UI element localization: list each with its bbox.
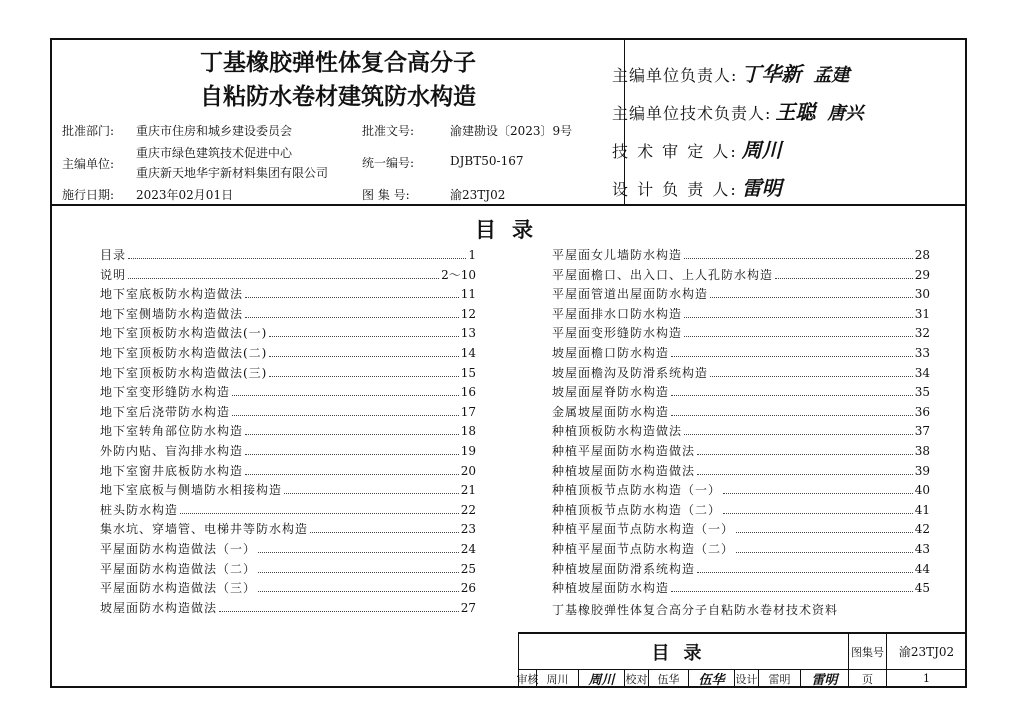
page-number: 1 [887, 670, 967, 688]
toc-leader-dots [671, 415, 913, 416]
check-signature: 伍华 [689, 670, 735, 688]
toc-entry [552, 246, 930, 262]
toc-leader-dots [684, 317, 913, 318]
signature-tech-1: 王聪 [775, 100, 816, 124]
toc-entry [100, 383, 476, 399]
toc-entry-title: 种植顶板节点防水构造（二） [552, 502, 722, 517]
toc-entry-title: 说明 [100, 267, 127, 282]
check-label: 校对 [625, 670, 649, 688]
approval-dept: 重庆市住房和城乡建设委员会 [136, 124, 293, 138]
toc-leader-dots [258, 591, 459, 592]
toc-entry [100, 305, 476, 321]
toc-entry-title: 地下室顶板防水构造做法(二) [100, 346, 268, 360]
toc-leader-dots [180, 513, 459, 514]
toc-entry-page: 33 [914, 346, 930, 360]
toc-entry [100, 481, 476, 497]
toc-entry-title: 地下室顶板防水构造做法(一) [100, 326, 268, 341]
toc-entry-title: 外防内贴、盲沟排水构造 [100, 444, 244, 458]
editor-unit-label: 主编单位: [62, 157, 115, 171]
toc-heading: 目录 [475, 218, 549, 242]
design-signature: 雷明 [801, 670, 849, 688]
toc-entry-title: 金属坡屋面防水构造 [552, 404, 670, 419]
toc-entry [100, 442, 476, 458]
check-name: 伍华 [649, 670, 689, 688]
toc-leader-dots [736, 532, 913, 533]
toc-leader-dots [723, 513, 913, 514]
sign-design-label: 设 计 负 责 人: [612, 180, 738, 199]
signature-chief-2: 孟建 [813, 65, 850, 86]
toc-entry-title: 种植平屋面防水构造做法 [552, 444, 696, 458]
toc-entry [552, 266, 930, 282]
toc-leader-dots [245, 434, 459, 435]
editor-unit-1: 重庆市绿色建筑技术促进中心 [136, 146, 293, 160]
toc-entry-title: 平屋面防水构造做法（二） [100, 561, 257, 576]
toc-leader-dots [671, 591, 913, 592]
toc-entry [552, 501, 930, 517]
toc-entry-page: 14 [460, 346, 476, 360]
design-label: 设计 [735, 670, 759, 688]
toc-entry-page: 43 [914, 542, 930, 556]
toc-leader-dots [684, 258, 913, 259]
toc-entry-page: 37 [914, 424, 930, 439]
review-label: 审核 [519, 670, 537, 688]
toc-entry-title: 地下室侧墙防水构造做法 [100, 306, 244, 321]
review-signature: 周川 [579, 670, 625, 688]
toc-leader-dots [245, 474, 459, 475]
toc-entry [552, 364, 930, 380]
toc-entry [100, 520, 476, 536]
toc-leader-dots [310, 532, 459, 533]
toc-entry-title: 地下室后浇带防水构造 [100, 404, 231, 419]
toc-entry-title: 地下室变形缝防水构造 [100, 385, 231, 400]
toc-entry-title: 坡屋面屋脊防水构造 [552, 385, 670, 400]
signature-review: 周川 [741, 138, 782, 162]
page-label: 页 [849, 670, 887, 688]
toc-entry-title: 地下室窗井底板防水构造 [100, 463, 244, 478]
effective-date-label: 施行日期: [62, 188, 115, 202]
toc-entry [552, 344, 930, 360]
toc-entry-page: 28 [914, 248, 930, 262]
unified-no-label: 统一编号: [362, 156, 415, 170]
toc-entry-page: 12 [460, 306, 476, 321]
toc-entry [552, 560, 930, 576]
toc-leader-dots [269, 336, 458, 337]
toc-entry-title: 地下室转角部位防水构造 [100, 424, 244, 439]
toc-entry-page: 38 [914, 444, 930, 458]
toc-entry-title: 地下室底板防水构造做法 [100, 287, 244, 302]
atlas-no: 渝23TJ02 [450, 188, 506, 202]
toc-entry-page: 32 [914, 326, 930, 341]
toc-leader-dots [245, 297, 459, 298]
toc-entry-title: 种植平屋面节点防水构造（一） [552, 522, 735, 537]
toc-right-note-wrap [552, 601, 930, 618]
toc-leader-dots [697, 454, 913, 455]
toc-leader-dots [684, 434, 913, 435]
toc-leader-dots [245, 454, 459, 455]
toc-entry [100, 246, 476, 262]
sign-chief-label: 主编单位负责人: [612, 66, 738, 85]
toc-entry [100, 579, 476, 595]
toc-entry-page: 27 [460, 600, 476, 615]
toc-leader-dots [671, 356, 913, 357]
toc-entry-title: 平屋面檐口、出入口、上人孔防水构造 [552, 267, 774, 282]
toc-entry-title: 平屋面变形缝防水构造 [552, 326, 683, 341]
approval-dept-label: 批准部门: [62, 124, 115, 138]
toc-entry-title: 平屋面防水构造做法（三） [100, 581, 257, 596]
toc-entry-page: 1 [468, 248, 476, 262]
toc-entry-title: 目录 [100, 248, 127, 262]
toc-entry [552, 422, 930, 438]
sign-tech-label: 主编单位技术负责人: [612, 104, 772, 123]
toc-entry [552, 520, 930, 536]
approval-no-label: 批准文号: [362, 124, 415, 138]
toc-entry-title: 坡屋面檐沟及防滑系统构造 [552, 365, 709, 380]
toc-entry [100, 422, 476, 438]
toc-entry [552, 579, 930, 595]
toc-entry [552, 305, 930, 321]
toc-entry-page: 2～10 [441, 267, 476, 282]
toc-leader-dots [684, 336, 913, 337]
toc-entry-title: 种植坡屋面防滑系统构造 [552, 561, 696, 576]
document-title-line-2: 自粘防水卷材建筑防水构造 [200, 84, 476, 110]
toc-entry-title: 种植顶板防水构造做法 [552, 424, 683, 439]
toc-right-note: 丁基橡胶弹性体复合高分子自粘防水卷材技术资料 [552, 603, 839, 617]
toc-leader-dots [723, 493, 913, 494]
toc-entry-title: 坡屋面防水构造做法 [100, 600, 218, 615]
toc-leader-dots [232, 415, 459, 416]
toc-leader-dots [258, 552, 459, 553]
toc-entry [552, 383, 930, 399]
toc-entry-title: 种植坡屋面防水构造做法 [552, 463, 696, 478]
toc-entry-page: 29 [914, 267, 930, 282]
toc-leader-dots [710, 376, 913, 377]
toc-entry [100, 344, 476, 360]
toc-entry-title: 地下室底板与侧墙防水相接构造 [100, 483, 283, 498]
toc-entry-page: 44 [914, 561, 930, 576]
toc-entry-page: 23 [460, 522, 476, 537]
design-name: 雷明 [759, 670, 801, 688]
toc-entry [552, 540, 930, 556]
toc-entry-page: 17 [460, 404, 476, 419]
toc-right-column [552, 246, 930, 626]
toc-leader-dots [269, 356, 458, 357]
toc-leader-dots [697, 572, 913, 573]
toc-leader-dots [269, 376, 458, 377]
review-name: 周川 [537, 670, 579, 688]
toc-entry-page: 13 [460, 326, 476, 341]
toc-entry [552, 481, 930, 497]
toc-entry-page: 15 [460, 365, 476, 380]
toc-entry-page: 35 [914, 385, 930, 400]
toc-entry-page: 22 [460, 502, 476, 517]
toc-leader-dots [232, 395, 459, 396]
toc-leader-dots [219, 611, 459, 612]
sign-review-label: 技 术 审 定 人: [612, 142, 738, 161]
toc-entry-page: 20 [460, 463, 476, 478]
toc-entry-page: 26 [460, 581, 476, 596]
toc-left-column [100, 246, 476, 626]
toc-entry [552, 324, 930, 340]
toc-entry [100, 285, 476, 301]
toc-entry-page: 16 [460, 385, 476, 400]
toc-entry-title: 种植平屋面节点防水构造（二） [552, 542, 735, 556]
toc-entry-page: 39 [914, 463, 930, 478]
toc-leader-dots [710, 297, 913, 298]
atlas-no-label: 图 集 号: [362, 188, 410, 202]
toc-leader-dots [736, 552, 913, 553]
signature-tech-2: 唐兴 [827, 103, 864, 124]
toc-leader-dots [128, 278, 439, 279]
toc-entry-title: 地下室顶板防水构造做法(三) [100, 365, 268, 380]
toc-entry [100, 599, 476, 615]
toc-entry-page: 36 [914, 404, 930, 419]
toc-entry-page: 19 [460, 444, 476, 458]
effective-date: 2023年02月01日 [136, 188, 234, 202]
toc-entry-title: 坡屋面檐口防水构造 [552, 346, 670, 360]
toc-entry [100, 266, 476, 282]
editor-unit-2: 重庆新天地华宇新材料集团有限公司 [136, 166, 329, 180]
toc-entry [100, 560, 476, 576]
toc-entry [552, 403, 930, 419]
toc-entry-page: 24 [460, 542, 476, 556]
toc-entry [552, 462, 930, 478]
title-block-atlas-label: 图集号 [849, 634, 887, 670]
toc-entry [552, 285, 930, 301]
toc-entry-title: 种植坡屋面防水构造 [552, 581, 670, 596]
toc-leader-dots [245, 317, 459, 318]
unified-no: DJBT50-167 [450, 154, 524, 168]
toc-entry-page: 41 [914, 502, 930, 517]
toc-entry-page: 34 [914, 365, 930, 380]
toc-leader-dots [671, 395, 913, 396]
toc-entry [100, 501, 476, 517]
toc-entry-page: 31 [914, 306, 930, 321]
toc-leader-dots [775, 278, 913, 279]
toc-entry-page: 40 [914, 483, 930, 498]
toc-entry [100, 540, 476, 556]
toc-entry-title: 集水坑、穿墙管、电梯井等防水构造 [100, 522, 309, 537]
toc-entry-title: 平屋面女儿墙防水构造 [552, 248, 683, 262]
document-title-line-1: 丁基橡胶弹性体复合高分子 [200, 50, 476, 76]
toc-entry-title: 桩头防水构造 [100, 502, 179, 517]
toc-entry [100, 364, 476, 380]
approval-no: 渝建勘设〔2023〕9号 [450, 124, 573, 138]
toc-entry-page: 18 [460, 424, 476, 439]
signature-chief-1: 丁华新 [741, 62, 802, 86]
toc-entry-title: 平屋面防水构造做法（一） [100, 542, 257, 556]
toc-leader-dots [284, 493, 459, 494]
toc-entry-title: 平屋面排水口防水构造 [552, 306, 683, 321]
toc-entry-title: 种植顶板节点防水构造（一） [552, 483, 722, 498]
toc-entry-page: 25 [460, 561, 476, 576]
toc-entry-page: 21 [460, 483, 476, 498]
toc-leader-dots [128, 258, 466, 259]
title-block [518, 632, 967, 688]
toc-entry-page: 11 [460, 287, 476, 302]
title-block-name: 目录 [519, 634, 849, 670]
toc-entry-page: 42 [914, 522, 930, 537]
toc-entry [100, 403, 476, 419]
toc-entry-title: 平屋面管道出屋面防水构造 [552, 287, 709, 302]
toc-leader-dots [258, 572, 459, 573]
toc-entry [100, 324, 476, 340]
toc-entry-page: 30 [914, 287, 930, 302]
toc-entry [552, 442, 930, 458]
toc-entry [100, 462, 476, 478]
signature-design: 雷明 [741, 176, 782, 200]
toc-leader-dots [697, 474, 913, 475]
title-block-atlas-no: 渝23TJ02 [887, 634, 967, 670]
toc-entry-page: 45 [914, 581, 930, 596]
